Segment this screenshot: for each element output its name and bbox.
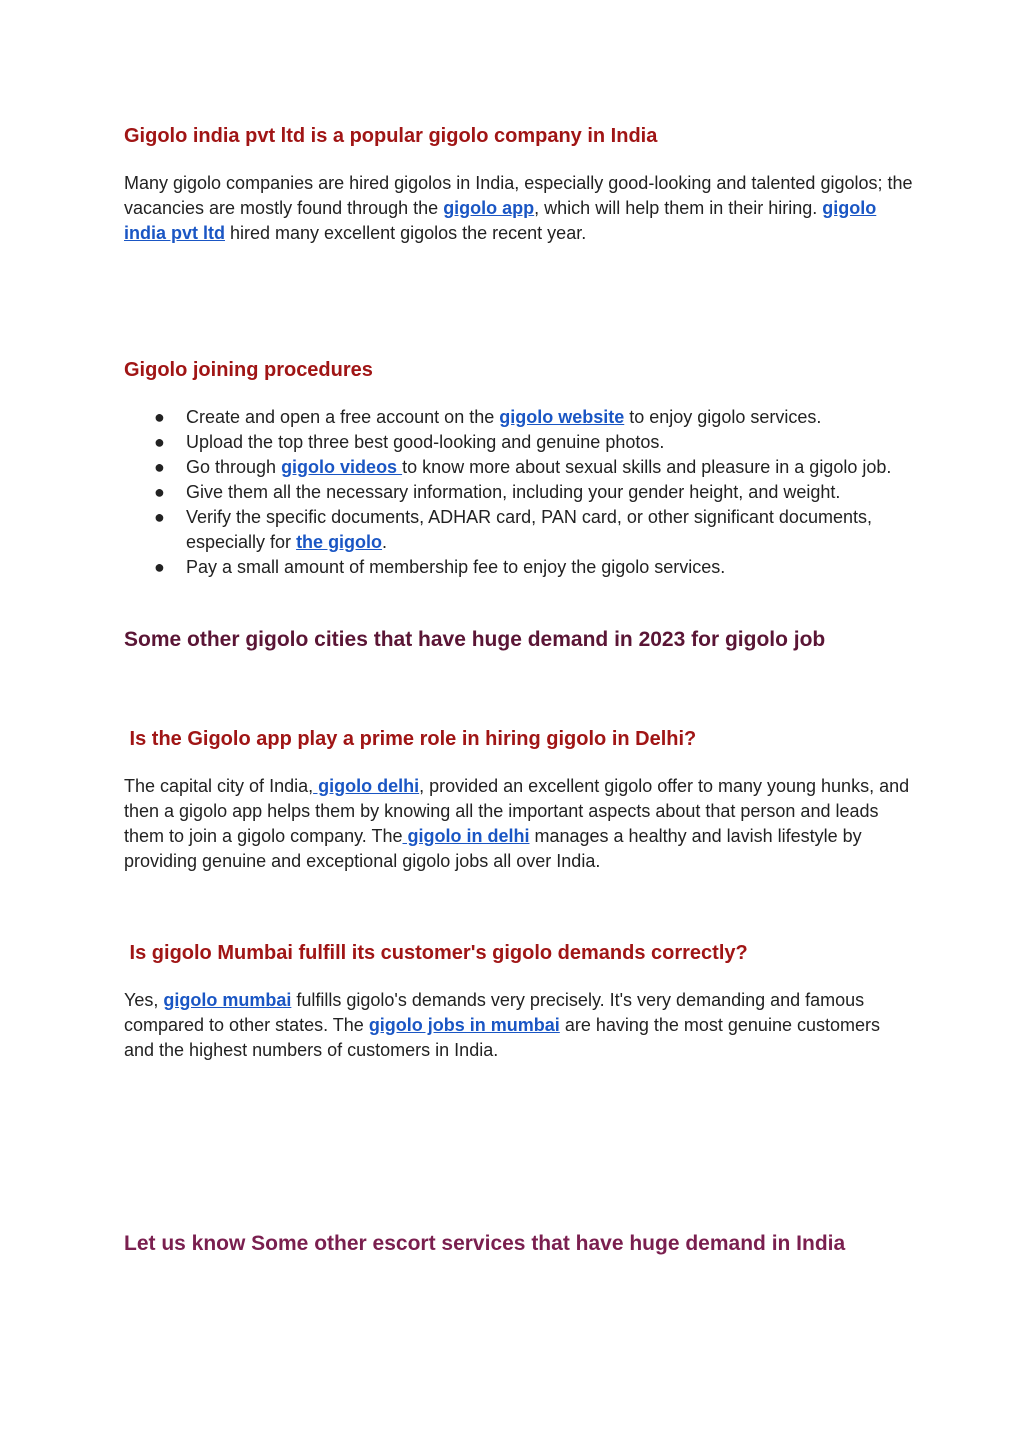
section-cities <box>124 626 924 654</box>
link-gigolo-mumbai[interactable]: gigolo mumbai <box>163 990 292 1010</box>
joining-steps-list <box>124 405 914 580</box>
section-company <box>124 123 914 149</box>
section-delhi <box>124 726 914 752</box>
text-span: Many gigolo companies are hired gigolos in India, especially good-looking and talented gigolos; the vacancies are mostly found through the <box>124 173 913 218</box>
link-the-gigolo[interactable]: the gigolo <box>296 532 383 552</box>
bullet-icon: ● <box>154 507 165 527</box>
text-span: Yes, <box>124 990 164 1010</box>
section-escort-services <box>124 1230 944 1258</box>
list-item <box>124 405 914 430</box>
text-span: are having the most genuine customers and the highest numbers of customers in India. <box>124 1015 880 1060</box>
link-gigolo-delhi[interactable]: gigolo delhi <box>313 776 420 796</box>
text-span: The capital city of India, <box>124 776 314 796</box>
text-span: fulfills gigolo's demands very precisely. It's very demanding and famous compared to other states. The <box>124 990 865 1035</box>
list-item <box>124 430 914 455</box>
link-gigolo-videos[interactable]: gigolo videos <box>281 457 403 477</box>
section-mumbai <box>124 940 914 966</box>
link-gigolo-jobs-in-mumbai[interactable]: gigolo jobs in mumbai <box>368 1015 560 1035</box>
link-gigolo-app[interactable]: gigolo app <box>443 198 535 218</box>
list-item <box>124 480 914 505</box>
heading-company: Gigolo india pvt ltd is a popular gigolo company in India <box>124 125 658 147</box>
text-span: , provided an excellent gigolo offer to many young hunks, and then a gigolo app helps them by knowing all the important aspects about that person and leads them to join a gigolo company. The <box>124 776 910 846</box>
link-gigolo-india-pvt-ltd[interactable]: gigolo india pvt ltd <box>124 198 877 243</box>
text-span: to enjoy gigolo services. <box>624 407 822 427</box>
heading-escort-services: Let us know Some other escort services that have huge demand in India <box>124 1232 846 1255</box>
text-span: . <box>382 532 388 552</box>
text-span: Verify the specific documents, ADHAR card, PAN card, or other significant documents, especially for <box>186 507 872 552</box>
delhi-paragraph <box>124 774 914 874</box>
joining-list-wrapper <box>124 405 914 580</box>
heading-mumbai: Is gigolo Mumbai fulfill its customer's gigolo demands correctly? <box>124 942 748 964</box>
list-item <box>124 455 914 480</box>
text-span: manages a healthy and lavish lifestyle by providing genuine and exceptional gigolo jobs all over India. <box>124 826 862 871</box>
text-span: to know more about sexual skills and pleasure in a gigolo job. <box>402 457 892 477</box>
paragraph-mumbai-wrapper <box>124 988 914 1063</box>
bullet-icon: ● <box>154 557 165 577</box>
heading-gigolo-cities: Some other gigolo cities that have huge demand in 2023 for gigolo job <box>124 628 826 651</box>
link-gigolo-in-delhi[interactable]: gigolo in delhi <box>402 826 530 846</box>
section-joining <box>124 357 914 383</box>
text-span: Pay a small amount of membership fee to enjoy the gigolo services. <box>186 557 726 577</box>
list-item <box>124 555 914 580</box>
bullet-icon: ● <box>154 432 165 452</box>
list-item <box>124 505 914 555</box>
bullet-icon: ● <box>154 407 165 427</box>
text-span: Upload the top three best good-looking and genuine photos. <box>186 432 665 452</box>
text-span: hired many excellent gigolos the recent year. <box>225 223 587 243</box>
text-span: , which will help them in their hiring. <box>534 198 823 218</box>
paragraph-delhi-wrapper <box>124 774 914 874</box>
text-span: Give them all the necessary information, including your gender height, and weight. <box>186 482 841 502</box>
text-span: Create and open a free account on the <box>186 407 500 427</box>
paragraph-company <box>124 171 914 246</box>
bullet-icon: ● <box>154 482 165 502</box>
heading-joining-procedures: Gigolo joining procedures <box>124 359 373 381</box>
heading-delhi: Is the Gigolo app play a prime role in hiring gigolo in Delhi? <box>124 728 697 750</box>
bullet-icon: ● <box>154 457 165 477</box>
mumbai-paragraph <box>124 988 914 1063</box>
company-paragraph <box>124 171 914 246</box>
link-gigolo-website[interactable]: gigolo website <box>499 407 625 427</box>
text-span: Go through <box>186 457 282 477</box>
